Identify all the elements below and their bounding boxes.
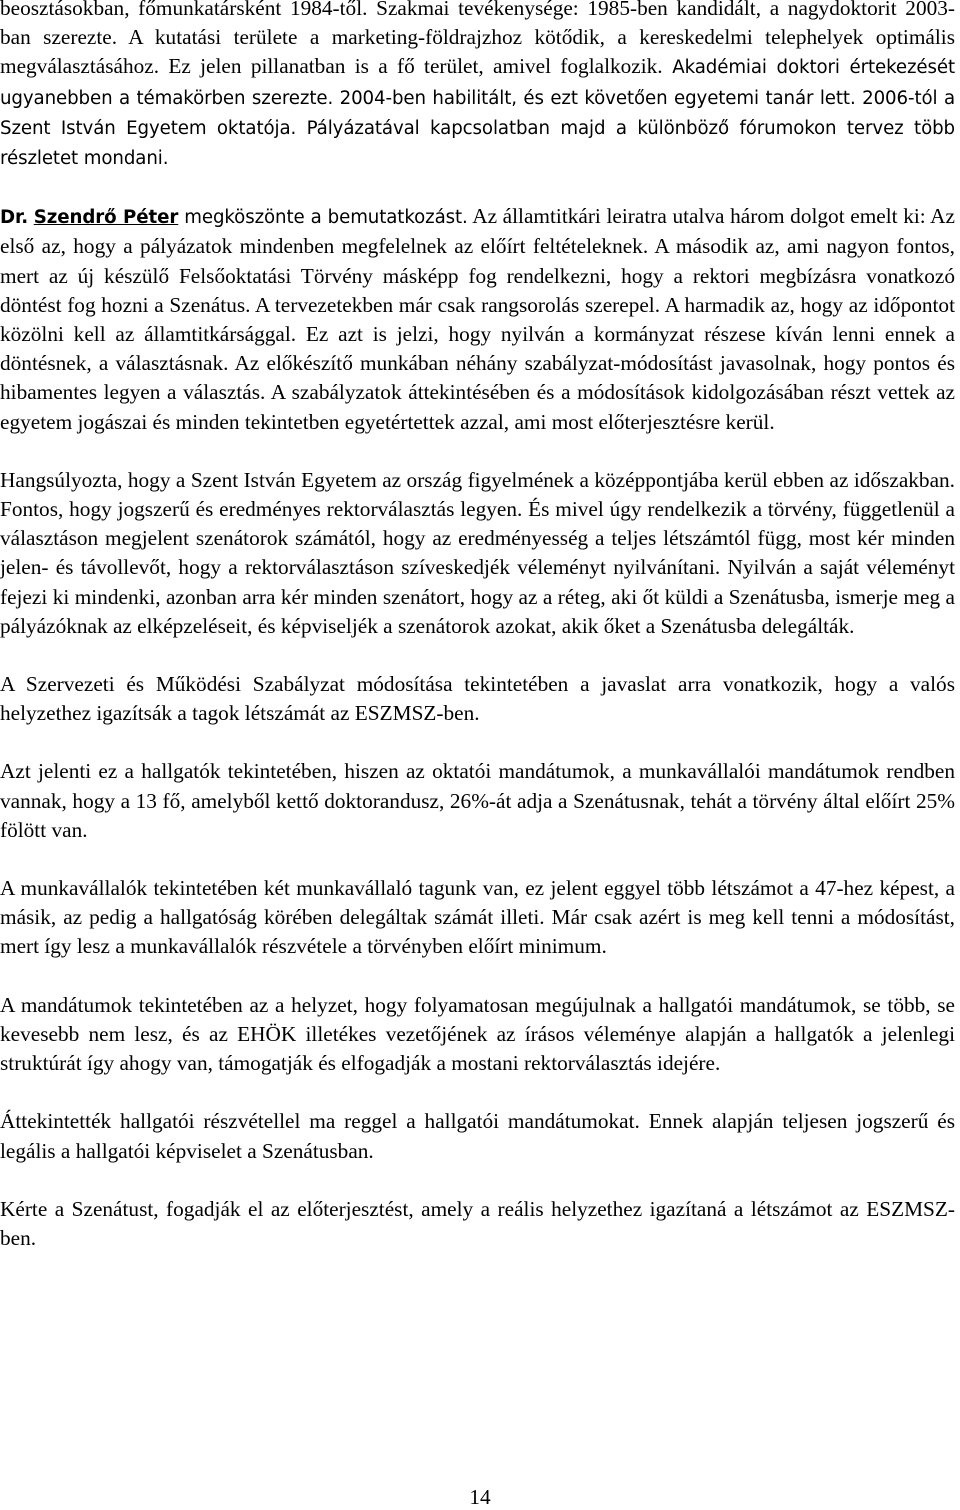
speaker-title: Dr. [0, 207, 29, 229]
paragraph-szmsz-amendment: A Szervezeti és Működési Szabályzat módosítása tekintetében a javaslat arra vonatkozik, hogy a valós helyzethez igazítsák a tagok létszámát az ESZMSZ-ben. [0, 672, 955, 726]
paragraph-szendro-statement [0, 202, 955, 437]
paragraph-election-emphasis: Hangsúlyozta, hogy a Szent István Egyetem az ország figyelmének a középpontjába kerül ebben az időszakban. Fontos, hogy jogszerű és eredményes rektorválasztás legyen. És mivel úgy rendelkezik a törvény, függetlenül a választáson megjelent szenátorok számától, hogy az eredményesség a teljes létszámtól függ, most kér minden jelen- és távollevőt, hogy a rektorválasztáson szíveskedjék véleményt nyilvánítani. Nyilván a saját véleményt fejezi ki mindenki, azonban arra kér minden szenátort, hogy az a réteg, aki őt küldi a Szenátusba, ismerje meg a pályázóknak az elképzeléseit, és képviseljék a szenátorok azokat, akik őket a Szenátusba delegálták. [0, 467, 955, 638]
paragraph-mandate-situation: A mandátumok tekintetében az a helyzet, hogy folyamatosan megújulnak a hallgatói mandátumok, se több, se kevesebb nem lesz, és az EHÖK illetékes vezetőjének az írásos véleménye alapján a hallgatók a jelenlegi struktúrát így ahogy van, támogatják és elfogadják a mostani rektorválasztás idejére. [0, 992, 955, 1076]
page-number: 14 [469, 1485, 491, 1509]
statement-body: Az államtitkári leiratra utalva három dolgot emelt ki: Az első az, hogy a pályázatok mindenben megfelelnek az előírt feltételeknek. A második az, ami nagyon fontos, mert az új készülő Felsőoktatási Törvény másképp fog rendelkezni, hogy a rektori megbízásra vonatkozó döntést fog hozni a Szenátus. A tervezetekben már csak rangsorolás szerepel. A harmadik az, hogy az időpontot közölni kell az államtitkársággal. Ez azt is jelzi, hogy nyilván a kormányzat részese kíván lenni ennek a döntésnek, a választásnak. Az előkészítő munkában néhány szabályzat-módosítást javasolnak, hogy pontos és hibamentes legyen a választás. A szabályzatok áttekintésében és a módosítások kidolgozásában részt vettek az egyetem jogászai és minden tekintetben egyetértettek azzal, ami most előterjesztésre kerül. [0, 204, 955, 434]
paragraph-employee-mandates: A munkavállalók tekintetében két munkavállaló tagunk van, ez jelent eggyel több létszámot a 47-hez képest, a másik, az pedig a hallgatóság körében delegáltak számát illeti. Már csak azért is meg kell tenni a módosítást, mert így lesz a munkavállalók részvétele a törvényben előírt minimum. [0, 876, 955, 959]
paragraph-student-mandates: Azt jelenti ez a hallgatók tekintetében, hiszen az oktatói mandátumok, a munkavállalói mandátumok rendben vannak, hogy a 13 fő, amelyből kettő doktorandusz, 26%-át adja a Szenátusnak, tehát a törvény által előírt 25% fölött van. [0, 759, 955, 842]
biography-text-serif: beosztásokban, főmunkatársként 1984-től. Szakmai tevékenysége: 1985-ben kandidált, a nagydoktorit 2003-ban szerezte. A kutatási területe a marketing-földrajzhoz kötődik, a kereskedelmi telephelyek optimális megválasztásához. Ez jelen pillanatban is a fő terület, amivel foglalkozik. [0, 0, 955, 79]
paragraph-review: Áttekintették hallgatói részvétellel ma reggel a hallgatói mandátumokat. Ennek alapján teljesen jogszerű és legális a hallgatói képviselet a Szenátusban. [0, 1109, 955, 1163]
paragraph-biography [0, 0, 955, 173]
biography-text-sans: Akadémiai doktori értekezését ugyanebben a témakörben szerezte. 2004-ben habilitált, és ezt követően egyetemi tanár lett. 2006-tól a Szent István Egyetem oktatója. Pályázatával kapcsolatban majd a különböző fórumokon tervez több részletet mondani. [0, 57, 955, 170]
statement-intro: megköszönte a bemutatkozást. [178, 207, 468, 229]
speaker-name: Szendrő Péter [33, 207, 179, 229]
paragraph-request: Kérte a Szenátust, fogadják el az előterjesztést, amely a reális helyzethez igazítaná a létszámot az ESZMSZ-ben. [0, 1196, 955, 1250]
